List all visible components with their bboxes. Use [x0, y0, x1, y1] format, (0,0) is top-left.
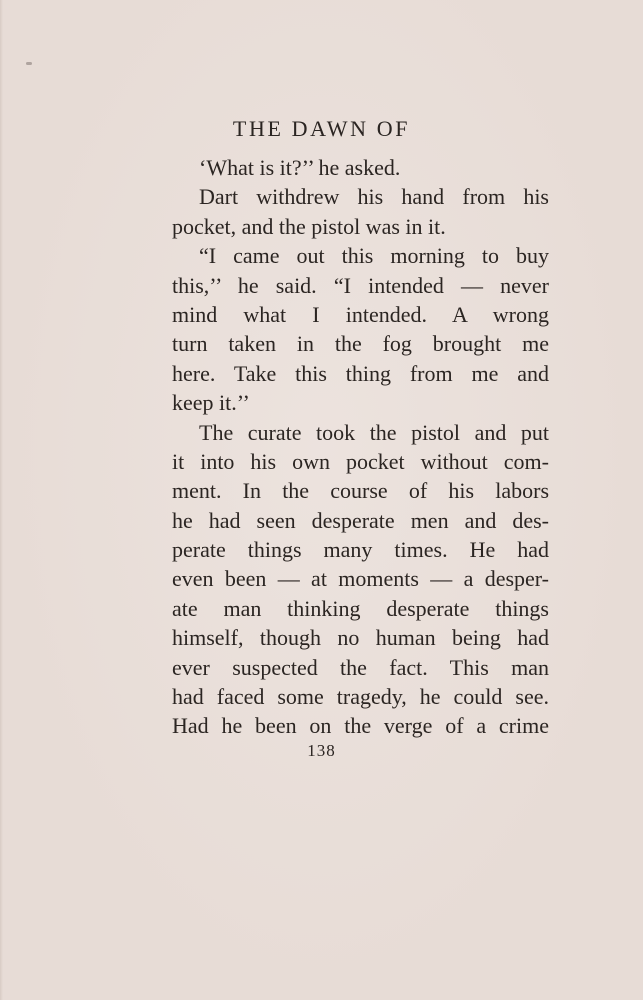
- text-line: this,’’ he said. “I intended — never: [172, 272, 549, 298]
- text-line: even been — at moments — a desper-: [172, 566, 549, 592]
- text-line: The curate took the pistol and put: [199, 419, 549, 445]
- text-line: keep it.’’: [172, 390, 250, 416]
- page-edge-shadow: [0, 0, 3, 1000]
- text-line: here. Take this thing from me and: [172, 360, 549, 386]
- text-line: “I came out this morning to buy: [199, 243, 549, 269]
- text-line: pocket, and the pistol was in it.: [172, 213, 446, 239]
- text-line: ‘What is it?’’ he asked.: [199, 155, 401, 180]
- text-line: ate man thinking desperate things: [172, 595, 549, 621]
- body-text: [172, 153, 549, 741]
- text-line: perate things many times. He had: [172, 537, 549, 563]
- text-line: Had he been on the verge of a crime: [172, 713, 549, 739]
- text-line: had faced some tragedy, he could see.: [172, 684, 549, 710]
- page-number: 138: [307, 741, 336, 760]
- paper-speck: [26, 62, 32, 65]
- text-line: ever suspected the fact. This man: [172, 654, 549, 680]
- text-line: Dart withdrew his hand from his: [199, 184, 549, 210]
- text-line: ment. In the course of his labors: [172, 478, 549, 504]
- text-line: mind what I intended. A wrong: [172, 301, 549, 327]
- text-line: he had seen desperate men and des-: [172, 507, 549, 533]
- text-line: it into his own pocket without com-: [172, 448, 549, 474]
- running-head: THE DAWN OF: [232, 116, 411, 141]
- text-line: turn taken in the fog brought me: [172, 331, 549, 357]
- text-line: himself, though no human being had: [172, 625, 549, 651]
